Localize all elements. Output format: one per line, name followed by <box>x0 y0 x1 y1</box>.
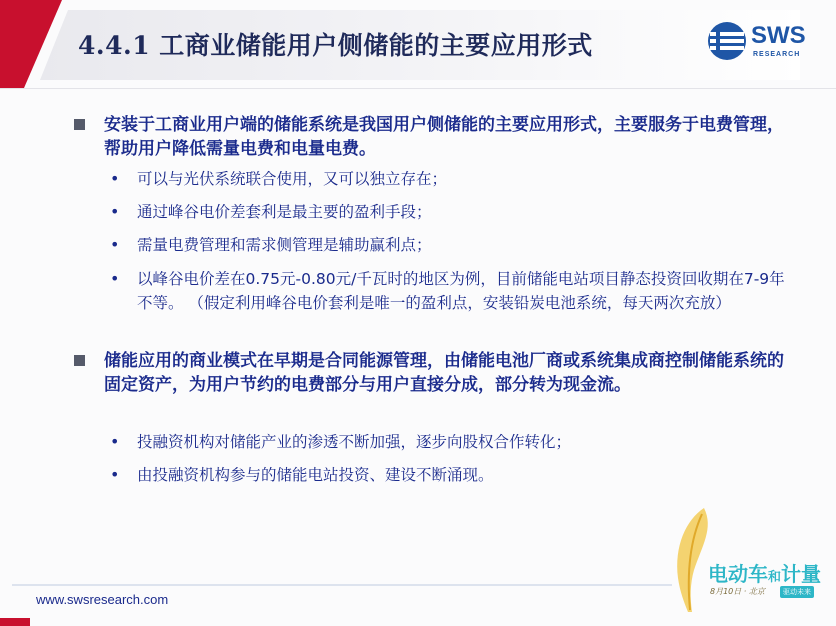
square-bullet-icon <box>74 355 85 366</box>
list-item-text: 需量电费管理和需求侧管理是辅助赢利点； <box>137 236 432 254</box>
bullet-dot-icon: • <box>110 269 120 288</box>
watermark-title <box>708 558 821 587</box>
watermark-badge: 驱动未来 <box>780 586 814 598</box>
footer-url[interactable]: www.swsresearch.com <box>36 592 169 607</box>
watermark-subtitle: 8月10日 · 北京 <box>710 587 765 596</box>
bullet-dot-icon: • <box>110 432 120 451</box>
list-item-text: 通过峰谷电价差套利是最主要的盈利手段； <box>137 203 432 221</box>
list-item <box>110 200 790 224</box>
footer-divider <box>12 584 672 586</box>
logo-subtext: RESEARCH <box>753 51 801 58</box>
list-item-text: 可以与光伏系统联合使用，又可以独立存在； <box>137 170 448 188</box>
sws-logo <box>706 20 824 64</box>
list-item-text: 以峰谷电价差在0.75元-0.80元/千瓦时的地区为例，目前储能电站项目静态投资回收期在7-9年不等。 （假定利用峰谷电价套利是唯一的盈利点，安装铅炭电池系统，每天两次充放） <box>137 270 785 312</box>
watermark-title-c: 计量 <box>781 562 822 586</box>
list-item <box>110 463 790 487</box>
section-2-text: 储能应用的商业模式在早期是合同能源管理，由储能电池厂商或系统集成商控制储能系统的固定资产，为用户节约的电费部分与用户直接分成，部分转为现金流。 <box>104 351 784 395</box>
bullet-dot-icon: • <box>110 235 120 254</box>
footer-red-corner <box>0 618 30 626</box>
bullet-dot-icon: • <box>110 465 120 484</box>
logo-text: SWS <box>751 22 806 49</box>
header-divider <box>0 88 836 89</box>
section-1 <box>74 113 794 161</box>
sws-logo-icon <box>706 20 748 62</box>
watermark-title-b: 和 <box>768 570 782 585</box>
list-item <box>110 267 790 315</box>
list-item <box>110 167 790 191</box>
list-item <box>110 233 790 257</box>
bullet-dot-icon: • <box>110 169 120 188</box>
page-title: 4.4.1 工商业储能用户侧储能的主要应用形式 <box>78 31 593 60</box>
event-watermark <box>668 506 828 614</box>
square-bullet-icon <box>74 119 85 130</box>
watermark-title-a: 电动车 <box>708 562 768 586</box>
section-1-text: 安装于工商业用户端的储能系统是我国用户侧储能的主要应用形式，主要服务于电费管理，帮助用户降低需量电费和电量电费。 <box>104 115 784 159</box>
list-item-text: 投融资机构对储能产业的渗透不断加强，逐步向股权合作转化； <box>137 433 572 451</box>
list-item <box>110 430 790 454</box>
list-item-text: 由投融资机构参与的储能电站投资、建设不断涌现。 <box>137 466 494 484</box>
section-2 <box>74 349 794 397</box>
bullet-dot-icon: • <box>110 202 120 221</box>
